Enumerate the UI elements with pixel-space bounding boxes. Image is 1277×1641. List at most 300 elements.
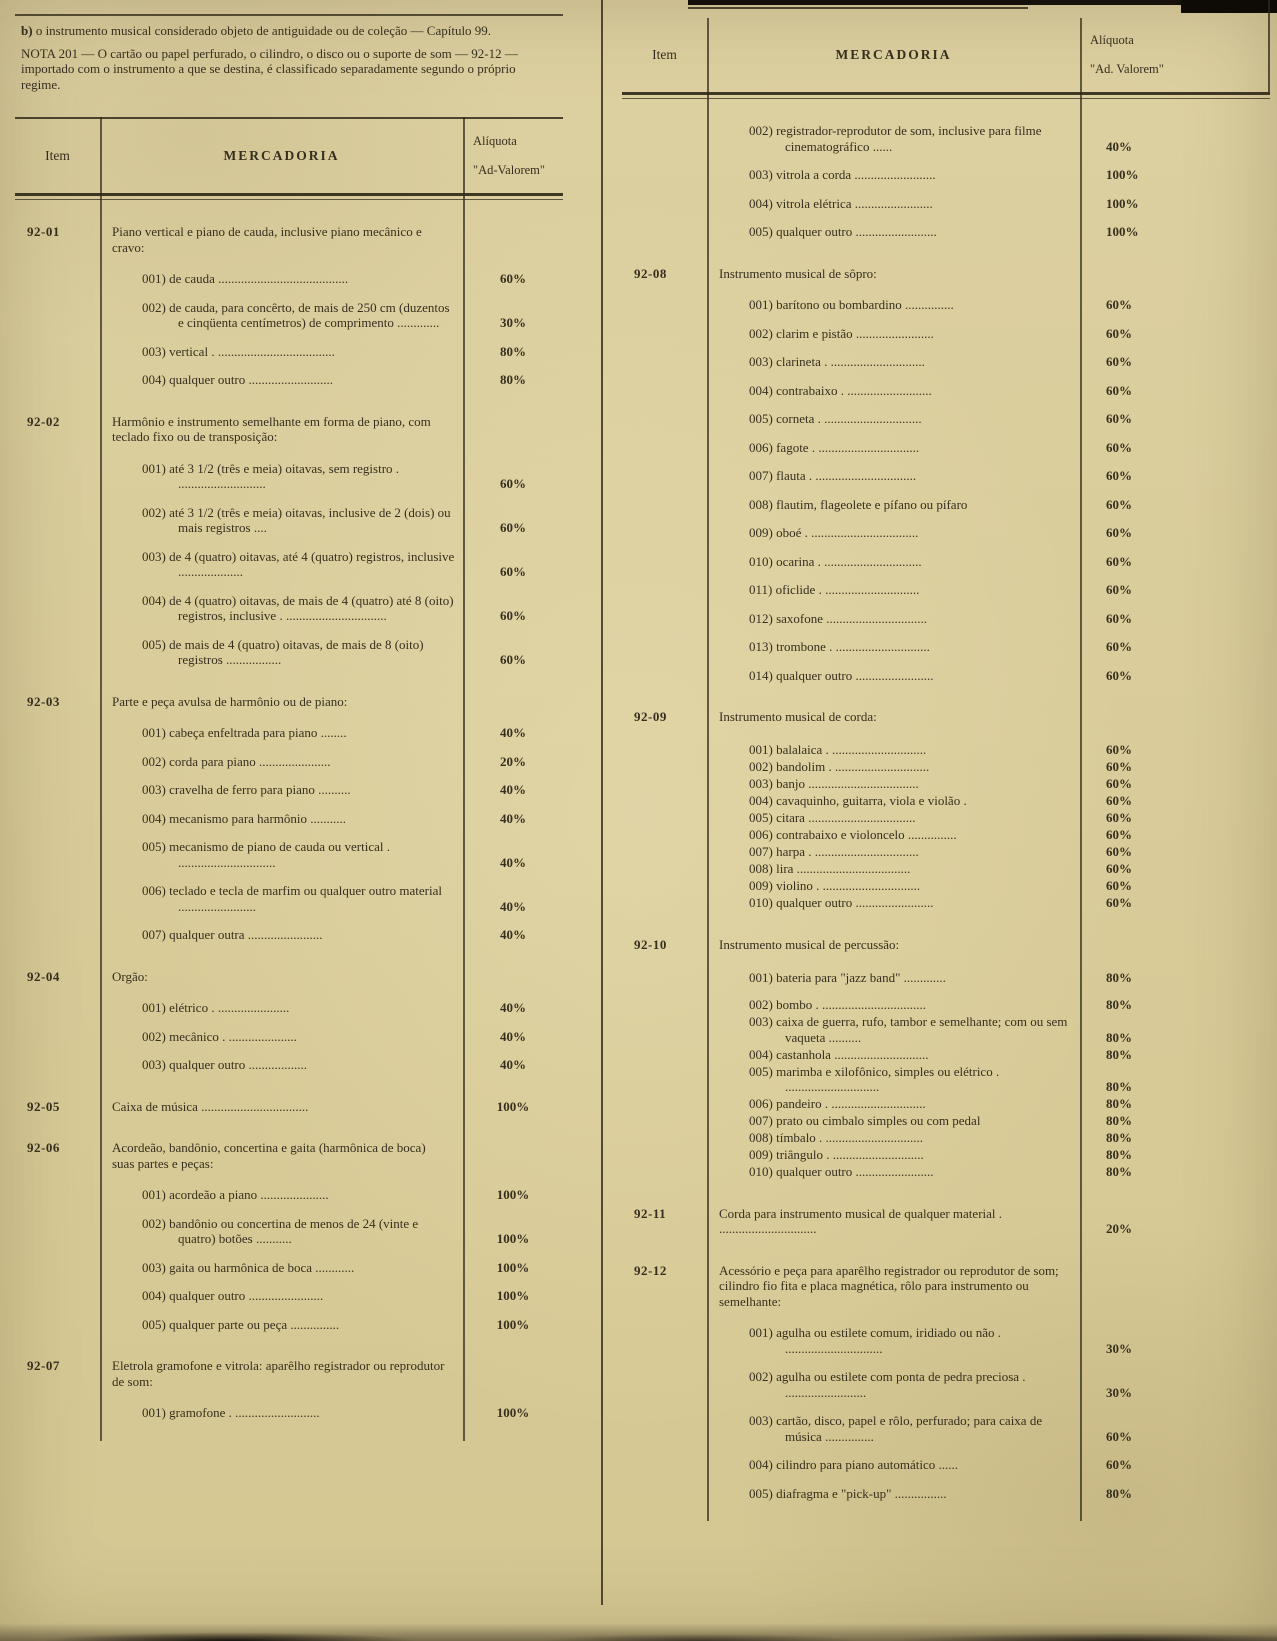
entry-rate: 80% <box>1106 1485 1132 1501</box>
tariff-entry <box>15 637 563 668</box>
entry-description: cartão, disco, papel e rôlo, perfurado; para caixa de música ............... <box>776 1413 1043 1444</box>
entry-text <box>707 167 1080 183</box>
entry-description: pandeiro . ............................. <box>776 1096 926 1111</box>
entry-rate: 80% <box>500 372 526 387</box>
entry-text <box>707 354 1080 370</box>
left-tariff-table <box>15 117 563 1441</box>
entry-description: saxofone ............................... <box>776 610 928 626</box>
entry-rate: 60% <box>1106 878 1132 893</box>
entry-description: contrabaixo e violoncelo ............... <box>776 827 957 842</box>
entry-code: 005) <box>142 1316 166 1332</box>
entry-item-spacer <box>622 861 707 877</box>
entry-text <box>100 505 463 536</box>
entry-rate: 30% <box>1106 1340 1132 1356</box>
entry-description: oficlide . ............................. <box>775 582 920 597</box>
entry-description: vitrola a corda ......................... <box>776 167 936 182</box>
entry-rate: 60% <box>1106 759 1132 774</box>
entry-text <box>100 344 463 360</box>
entry-rate: 60% <box>1106 496 1132 512</box>
tariff-entry <box>622 224 1270 240</box>
entry-description: cavaquinho, guitarra, viola e violão . <box>776 793 967 808</box>
entry-description: cilindro para piano automático ...... <box>776 1457 959 1472</box>
entry-item-spacer <box>15 461 100 492</box>
tariff-entry <box>622 1113 1270 1129</box>
entry-rate: 60% <box>1106 525 1132 540</box>
entry-text <box>100 1288 463 1304</box>
entry-text <box>707 742 1080 758</box>
entry-description: lira ................................... <box>776 861 911 876</box>
entry-description: agulha ou estilete comum, iridiado ou não . .............................. <box>776 1325 1002 1356</box>
entry-code: 002) <box>142 753 166 769</box>
entry-text <box>707 970 1080 986</box>
section-title: Corda para instrumento musical de qualquer material . .............................. <box>719 1205 1003 1236</box>
entry-rate: 60% <box>1106 553 1132 569</box>
entry-description: ocarina . .............................. <box>776 553 922 569</box>
entry-description: corda para piano ...................... <box>169 753 331 769</box>
entry-rate: 40% <box>500 782 526 797</box>
item-code: 92-04 <box>27 968 60 984</box>
entry-description: até 3 1/2 (três e meia) oitavas, inclusive de 2 (dois) ou mais registros .... <box>169 504 451 535</box>
entry-code: 002) <box>142 1028 166 1044</box>
tariff-entry <box>15 300 563 331</box>
entry-item-spacer <box>15 1288 100 1304</box>
entry-description: de mais de 4 (quatro) oitavas, de mais de 8 (oito) registros ................. <box>169 636 424 667</box>
entry-code: 007) <box>749 844 773 859</box>
tariff-section <box>15 414 563 668</box>
entry-code: 006) <box>749 439 773 455</box>
entry-code: 012) <box>749 610 773 626</box>
section-head-row <box>15 414 563 445</box>
entry-item-spacer <box>15 1405 100 1421</box>
aliquota-line1: Alíquota <box>473 134 517 148</box>
section-rate: 100% <box>496 1098 530 1114</box>
entry-rate: 60% <box>1106 354 1132 369</box>
tariff-entry <box>622 742 1270 758</box>
entry-description: clarineta . ............................. <box>776 354 925 369</box>
entry-text <box>100 1317 463 1333</box>
entry-rate: 60% <box>1106 1428 1132 1444</box>
entry-description: gramofone . .......................... <box>169 1405 320 1420</box>
entry-description: elétrico . ...................... <box>169 1000 290 1015</box>
entry-item-spacer <box>15 927 100 943</box>
section-entries <box>15 709 563 943</box>
tariff-entry <box>15 1317 563 1333</box>
entry-item-spacer <box>622 1325 707 1356</box>
entry-description: qualquer outro ........................ <box>776 667 934 683</box>
entry-code: 010) <box>749 1164 773 1179</box>
entry-code: 005) <box>749 1485 773 1501</box>
entry-rate: 60% <box>1106 895 1132 910</box>
entry-code: 002) <box>749 325 773 341</box>
entry-description: trombone . ............................. <box>776 639 930 654</box>
section-title: Caixa de música ................................. <box>112 1098 309 1114</box>
entry-code: 001) <box>749 969 773 985</box>
entry-code: 004) <box>749 382 773 398</box>
entry-code: 005) <box>749 1063 773 1079</box>
section-entries <box>15 1171 563 1332</box>
entry-code: 003) <box>749 167 773 182</box>
entry-text <box>707 1486 1080 1502</box>
entry-text <box>100 372 463 388</box>
entry-description: marimba e xilofônico, simples ou elétrico . ............................. <box>776 1063 1000 1094</box>
entry-item-spacer <box>15 1317 100 1333</box>
entry-item-spacer <box>622 776 707 792</box>
section-title: Instrumento musical de percussão: <box>719 936 900 952</box>
entry-code: 004) <box>749 1046 773 1062</box>
section-title: Eletrola gramofone e vitrola: aparêlho registrador ou reprodutor de som: <box>112 1358 445 1389</box>
entry-description: qualquer outro ........................ <box>776 895 934 910</box>
entry-rate: 60% <box>500 271 526 286</box>
entry-code: 001) <box>749 1325 773 1340</box>
tariff-entry <box>622 997 1270 1013</box>
entry-code: 014) <box>749 667 773 683</box>
entry-code: 005) <box>142 636 166 652</box>
entry-description: até 3 1/2 (três e meia) oitavas, sem registro . ........................... <box>169 460 400 491</box>
scan-artifact-top-line <box>688 7 1028 9</box>
entry-code: 013) <box>749 639 773 654</box>
entry-code: 005) <box>749 224 773 239</box>
entry-item-spacer <box>622 611 707 627</box>
entry-code: 005) <box>749 810 773 825</box>
tariff-section <box>622 123 1270 240</box>
entry-text <box>707 297 1080 313</box>
entry-code: 007) <box>749 468 773 483</box>
section-entries <box>15 1389 563 1421</box>
section-head-row <box>15 694 563 710</box>
entry-code: 011) <box>749 582 773 597</box>
entry-text <box>100 725 463 741</box>
section-head-row <box>15 224 563 255</box>
entry-rate: 20% <box>500 753 526 769</box>
tariff-entry <box>15 1405 563 1421</box>
section-head-row <box>15 1358 563 1389</box>
entry-text <box>707 827 1080 843</box>
entry-item-spacer <box>15 637 100 668</box>
tariff-entry <box>622 970 1270 986</box>
entry-item-spacer <box>622 497 707 513</box>
entry-text <box>707 793 1080 809</box>
scan-artifact-bottom-smudge <box>0 1623 1277 1641</box>
entry-item-spacer <box>622 1486 707 1502</box>
tariff-entry <box>622 383 1270 399</box>
entry-rate: 30% <box>500 315 526 330</box>
entry-item-spacer <box>622 1096 707 1112</box>
entry-item-spacer <box>622 1130 707 1146</box>
tariff-entry <box>15 839 563 870</box>
entry-text <box>707 1047 1080 1063</box>
entry-rate: 60% <box>1106 844 1132 859</box>
entry-rate: 60% <box>1106 776 1132 791</box>
entry-description: de 4 (quatro) oitavas, até 4 (quatro) registros, inclusive .................... <box>169 548 455 579</box>
entry-rate: 60% <box>1106 639 1132 654</box>
right-table-body <box>622 95 1270 1521</box>
entry-item-spacer <box>622 411 707 427</box>
entry-text <box>707 1130 1080 1146</box>
tariff-entry <box>15 1000 563 1016</box>
entry-text <box>100 1260 463 1276</box>
entry-code: 004) <box>749 195 773 211</box>
item-code: 92-05 <box>27 1098 60 1114</box>
entry-text <box>707 776 1080 792</box>
entry-text <box>707 196 1080 212</box>
tariff-entry <box>622 411 1270 427</box>
entry-code: 003) <box>142 782 166 797</box>
entry-item-spacer <box>15 593 100 624</box>
entry-description: fagote . ............................... <box>776 439 920 455</box>
tariff-entry <box>622 861 1270 877</box>
entry-item-spacer <box>622 997 707 1013</box>
tariff-entry <box>622 1486 1270 1502</box>
entry-item-spacer <box>622 1014 707 1045</box>
entry-rate: 100% <box>496 1288 530 1303</box>
tariff-section <box>622 1206 1270 1237</box>
entry-code: 001) <box>142 1000 166 1015</box>
entry-code: 002) <box>749 997 773 1012</box>
entry-item-spacer <box>622 525 707 541</box>
entry-item-spacer <box>622 1064 707 1095</box>
entry-description: balalaica . ............................. <box>776 742 927 757</box>
entry-rate: 40% <box>500 1028 526 1044</box>
tariff-entry <box>622 1164 1270 1180</box>
entry-code: 002) <box>749 1369 773 1384</box>
section-entries <box>622 952 1270 1180</box>
section-title: Acordeão, bandônio, concertina e gaita (harmônica de boca) suas partes e peças: <box>112 1140 426 1171</box>
entry-description: agulha ou estilete com ponta de pedra preciosa . ......................... <box>776 1369 1026 1400</box>
entry-description: bandônio ou concertina de menos de 24 (vinte e quatro) botões ........... <box>169 1215 419 1246</box>
tariff-entry <box>622 759 1270 775</box>
right-column <box>622 10 1270 1521</box>
tariff-section <box>15 1358 563 1421</box>
item-code: 92-12 <box>634 1262 667 1278</box>
col-header-aliquota <box>463 134 563 178</box>
tariff-entry <box>622 196 1270 212</box>
entry-rate: 40% <box>1106 138 1132 154</box>
entry-code: 002) <box>142 504 166 520</box>
tariff-section <box>622 709 1270 911</box>
tariff-entry <box>622 1014 1270 1045</box>
item-code: 92-07 <box>27 1358 60 1373</box>
tariff-entry <box>622 844 1270 860</box>
entry-item-spacer <box>622 639 707 655</box>
entry-text <box>707 861 1080 877</box>
entry-code: 004) <box>142 592 166 608</box>
entry-rate: 80% <box>1106 1096 1132 1111</box>
entry-rate: 60% <box>500 476 526 491</box>
entry-rate: 80% <box>1106 1113 1132 1128</box>
entry-rate: 60% <box>1106 793 1132 808</box>
entry-description: cabeça enfeltrada para piano ........ <box>169 725 347 740</box>
entry-code: 008) <box>749 1130 773 1145</box>
entry-item-spacer <box>622 383 707 399</box>
tariff-entry <box>622 123 1270 154</box>
section-head-row <box>622 266 1270 282</box>
tariff-entry <box>15 549 563 580</box>
entry-text <box>100 637 463 668</box>
column-divider-rule <box>601 0 603 1605</box>
entry-description: violino . .............................. <box>776 878 921 893</box>
tariff-entry <box>15 725 563 741</box>
entry-description: caixa de guerra, rufo, tambor e semelhante; com ou sem vaqueta .......... <box>776 1014 1068 1045</box>
entry-rate: 80% <box>1106 1046 1132 1062</box>
entry-rate: 60% <box>500 608 526 623</box>
entry-text <box>707 1147 1080 1163</box>
section-head-row <box>622 1206 1270 1237</box>
entry-rate: 60% <box>1106 297 1132 312</box>
tariff-section <box>622 937 1270 1180</box>
entry-rate: 60% <box>1106 582 1132 597</box>
entry-text <box>707 1164 1080 1180</box>
section-head-row <box>622 937 1270 953</box>
intro-b-label: b) <box>21 23 33 38</box>
tariff-entry <box>622 297 1270 313</box>
entry-rate: 60% <box>1106 439 1132 455</box>
intro-nota-201: NOTA 201 — O cartão ou papel perfurado, o cilindro, o disco ou o suporte de som — 92-12 — importado com o instrumento a que se destina, é classificado separadamente segundo o próprio regime. <box>21 45 518 92</box>
aliquota-line1: Alíquota <box>1090 33 1134 47</box>
entry-rate: 80% <box>500 343 526 359</box>
entry-description: cravelha de ferro para piano .......... <box>169 782 351 797</box>
entry-description: citara ................................. <box>776 810 916 825</box>
entry-text <box>707 440 1080 456</box>
entry-code: 005) <box>749 411 773 426</box>
entry-rate: 100% <box>1106 167 1139 182</box>
col-header-item: Item <box>652 47 677 63</box>
entry-code: 008) <box>749 496 773 512</box>
entry-code: 004) <box>749 1457 773 1472</box>
entry-rate: 60% <box>500 564 526 579</box>
entry-description: triângulo . ............................ <box>776 1147 924 1162</box>
entry-code: 001) <box>749 742 773 757</box>
entry-text <box>100 1187 463 1203</box>
section-entries <box>622 725 1270 911</box>
section-title: Piano vertical e piano de cauda, inclusive piano mecânico e cravo: <box>112 224 422 255</box>
entry-description: bandolim . ............................. <box>776 759 930 774</box>
entry-item-spacer <box>622 668 707 684</box>
entry-item-spacer <box>622 793 707 809</box>
tariff-entry <box>15 1260 563 1276</box>
section-title: Instrumento musical de sôpro: <box>719 265 877 281</box>
tariff-section <box>15 1099 563 1115</box>
entry-description: harpa . ................................ <box>776 844 919 859</box>
entry-description: qualquer parte ou peça ............... <box>169 1316 340 1332</box>
entry-text <box>100 1029 463 1045</box>
entry-text <box>707 1413 1080 1444</box>
entry-item-spacer <box>622 468 707 484</box>
entry-code: 003) <box>142 548 166 564</box>
tariff-entry <box>622 810 1270 826</box>
item-code: 92-01 <box>27 224 60 239</box>
section-entries <box>15 984 563 1073</box>
entry-item-spacer <box>15 344 100 360</box>
tariff-entry <box>622 167 1270 183</box>
entry-rate: 60% <box>1106 610 1132 626</box>
entry-description: gaita ou harmônica de boca ............ <box>169 1259 355 1275</box>
entry-rate: 60% <box>1106 468 1132 483</box>
section-title: Parte e peça avulsa de harmônio ou de piano: <box>112 693 348 709</box>
entry-item-spacer <box>622 554 707 570</box>
entry-code: 005) <box>142 839 166 854</box>
entry-rate: 60% <box>1106 827 1132 842</box>
tariff-entry <box>622 1130 1270 1146</box>
section-head-row <box>622 1263 1270 1310</box>
entry-item-spacer <box>15 725 100 741</box>
section-entries <box>622 1309 1270 1501</box>
tariff-section <box>622 1263 1270 1502</box>
entry-code: 007) <box>749 1113 773 1128</box>
entry-text <box>707 326 1080 342</box>
tariff-entry <box>622 878 1270 894</box>
entry-item-spacer <box>15 754 100 770</box>
tariff-entry <box>15 1029 563 1045</box>
section-head-row <box>622 709 1270 725</box>
entry-description: de cauda ........................................ <box>169 271 349 286</box>
entry-rate: 40% <box>500 725 526 740</box>
section-entries <box>622 123 1270 240</box>
entry-item-spacer <box>622 1164 707 1180</box>
entry-rate: 30% <box>1106 1384 1132 1400</box>
entry-item-spacer <box>622 354 707 370</box>
tariff-entry <box>622 582 1270 598</box>
entry-item-spacer <box>622 224 707 240</box>
entry-item-spacer <box>622 1457 707 1473</box>
left-table-body <box>15 196 563 1441</box>
entry-text <box>100 1057 463 1073</box>
item-code: 92-03 <box>27 693 60 709</box>
tariff-entry <box>15 271 563 287</box>
entry-code: 001) <box>142 271 166 286</box>
tariff-entry <box>622 326 1270 342</box>
entry-text <box>100 782 463 798</box>
tariff-entry <box>15 593 563 624</box>
entry-code: 002) <box>749 759 773 774</box>
entry-rate: 60% <box>1106 861 1132 876</box>
entry-code: 010) <box>749 553 773 569</box>
entry-item-spacer <box>15 372 100 388</box>
entry-text <box>707 759 1080 775</box>
entry-code: 001) <box>749 297 773 312</box>
entry-code: 008) <box>749 861 773 876</box>
entry-text <box>707 525 1080 541</box>
entry-code: 006) <box>142 883 166 898</box>
entry-description: banjo .................................. <box>776 776 919 791</box>
section-rate: 20% <box>1106 1221 1132 1236</box>
entry-code: 004) <box>142 372 166 387</box>
entry-description: tímbalo . .............................. <box>776 1130 924 1145</box>
entry-text <box>707 668 1080 684</box>
tariff-entry <box>15 1187 563 1203</box>
entry-item-spacer <box>15 883 100 914</box>
tariff-section <box>15 224 563 388</box>
entry-text <box>707 123 1080 154</box>
tariff-entry <box>622 668 1270 684</box>
entry-description: qualquer outro ....................... <box>169 1288 324 1303</box>
entry-item-spacer <box>622 742 707 758</box>
entry-description: qualquer outro .................. <box>169 1057 308 1072</box>
tariff-entry <box>15 1288 563 1304</box>
entry-text <box>100 811 463 827</box>
entry-item-spacer <box>15 271 100 287</box>
section-entries <box>15 255 563 388</box>
entry-item-spacer <box>622 123 707 154</box>
entry-description: prato ou cimbalo simples ou com pedal <box>776 1113 981 1128</box>
entry-code: 001) <box>142 460 166 476</box>
tariff-entry <box>15 782 563 798</box>
entry-text <box>100 1000 463 1016</box>
entry-code: 001) <box>142 725 166 740</box>
entry-text <box>707 1369 1080 1400</box>
tariff-section <box>15 969 563 1073</box>
entry-code: 004) <box>749 793 773 808</box>
right-tariff-table <box>622 18 1270 1521</box>
